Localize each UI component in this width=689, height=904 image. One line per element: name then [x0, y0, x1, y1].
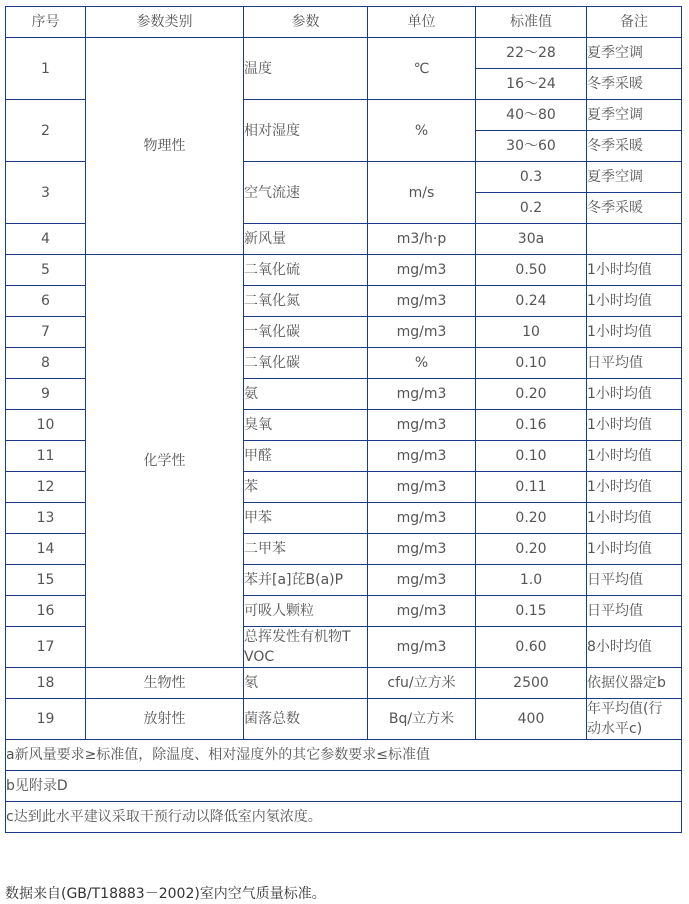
- row-value: 0.16: [476, 410, 587, 441]
- row-no: 7: [6, 317, 86, 348]
- row-param: 相对湿度: [244, 100, 368, 162]
- footnote-c: c达到此水平建议采取干预行动以降低室内氡浓度。: [6, 802, 682, 833]
- row-no: 19: [6, 699, 86, 740]
- row-value: 0.20: [476, 503, 587, 534]
- row-note: 8小时均值: [587, 627, 682, 668]
- row-note: 1小时均值: [587, 379, 682, 410]
- row-note: 1小时均值: [587, 503, 682, 534]
- row-no: 15: [6, 565, 86, 596]
- row-note: 冬季采暖: [587, 193, 682, 224]
- footnote-row: [6, 802, 682, 833]
- row-no: 2: [6, 100, 86, 162]
- row-param: 一氧化碳: [244, 317, 368, 348]
- row-param: 甲苯: [244, 503, 368, 534]
- row-no: 17: [6, 627, 86, 668]
- row-unit: m/s: [368, 162, 476, 224]
- row-value: 0.3: [476, 162, 587, 193]
- row-unit: mg/m3: [368, 410, 476, 441]
- row-param: 二氧化碳: [244, 348, 368, 379]
- row-note: 夏季空调: [587, 162, 682, 193]
- row-unit: mg/m3: [368, 441, 476, 472]
- row-param: 氡: [244, 668, 368, 699]
- row-param: 臭氧: [244, 410, 368, 441]
- row-value: 0.10: [476, 441, 587, 472]
- row-value: 2500: [476, 668, 587, 699]
- row-param: 可吸人颗粒: [244, 596, 368, 627]
- footnote-b: b见附录D: [6, 771, 682, 802]
- row-unit: mg/m3: [368, 565, 476, 596]
- row-value: 400: [476, 699, 587, 740]
- table-row: [6, 255, 682, 286]
- header-category: 参数类别: [86, 7, 244, 38]
- row-note: 1小时均值: [587, 441, 682, 472]
- row-value: 0.20: [476, 379, 587, 410]
- row-unit: mg/m3: [368, 503, 476, 534]
- row-no: 13: [6, 503, 86, 534]
- table-row: [6, 699, 682, 740]
- row-note: 1小时均值: [587, 472, 682, 503]
- row-value: 16～24: [476, 69, 587, 100]
- row-value: 22～28: [476, 38, 587, 69]
- row-no: 3: [6, 162, 86, 224]
- row-value: 1.0: [476, 565, 587, 596]
- air-quality-standard-table: [5, 6, 682, 833]
- footnote-a: a新风量要求≥标准值，除温度、相对湿度外的其它参数要求≤标准值: [6, 740, 682, 771]
- row-note: 冬季采暖: [587, 69, 682, 100]
- row-unit: %: [368, 100, 476, 162]
- row-value: 0.2: [476, 193, 587, 224]
- row-value: 30a: [476, 224, 587, 255]
- header-unit: 单位: [368, 7, 476, 38]
- category-biological: 生物性: [86, 668, 244, 699]
- source-caption: 数据来自(GB/T18883－2002)室内空气质量标准。: [5, 886, 326, 902]
- row-value: 0.24: [476, 286, 587, 317]
- row-unit: Bq/立方米: [368, 699, 476, 740]
- table-row: [6, 38, 682, 69]
- row-no: 9: [6, 379, 86, 410]
- row-no: 1: [6, 38, 86, 100]
- category-chemical: 化学性: [86, 255, 244, 668]
- category-radioactive: 放射性: [86, 699, 244, 740]
- row-param: 二氧化硫: [244, 255, 368, 286]
- row-value: 10: [476, 317, 587, 348]
- row-unit: mg/m3: [368, 286, 476, 317]
- row-value: 0.11: [476, 472, 587, 503]
- row-no: 4: [6, 224, 86, 255]
- row-note: [587, 224, 682, 255]
- row-note: 夏季空调: [587, 100, 682, 131]
- row-note: 夏季空调: [587, 38, 682, 69]
- row-value: 0.50: [476, 255, 587, 286]
- row-value: 0.60: [476, 627, 587, 668]
- footnote-row: [6, 771, 682, 802]
- footnote-row: [6, 740, 682, 771]
- row-note: [587, 699, 682, 740]
- row-note: 1小时均值: [587, 534, 682, 565]
- row-note: 1小时均值: [587, 255, 682, 286]
- row-no: 5: [6, 255, 86, 286]
- row-unit: mg/m3: [368, 596, 476, 627]
- row-no: 16: [6, 596, 86, 627]
- row-value: 30～60: [476, 131, 587, 162]
- header-note: 备注: [587, 7, 682, 38]
- row-note: 冬季采暖: [587, 131, 682, 162]
- row-note: 1小时均值: [587, 317, 682, 348]
- header-value: 标准值: [476, 7, 587, 38]
- row-unit: mg/m3: [368, 472, 476, 503]
- row-param: 苯: [244, 472, 368, 503]
- row-no: 14: [6, 534, 86, 565]
- row-note-line: 动水平c): [587, 721, 643, 737]
- row-param-line: 总挥发性有机物T: [244, 629, 351, 645]
- row-note: 依据仪器定b: [587, 668, 682, 699]
- row-value: 0.10: [476, 348, 587, 379]
- row-unit: mg/m3: [368, 317, 476, 348]
- row-unit: mg/m3: [368, 255, 476, 286]
- row-param: 二甲苯: [244, 534, 368, 565]
- row-value: 0.20: [476, 534, 587, 565]
- row-param: 二氧化氮: [244, 286, 368, 317]
- header-param: 参数: [244, 7, 368, 38]
- row-unit: mg/m3: [368, 379, 476, 410]
- row-value: 40～80: [476, 100, 587, 131]
- row-note-line: 年平均值(行: [587, 701, 663, 717]
- row-no: 6: [6, 286, 86, 317]
- row-param: 苯并[a]芘B(a)P: [244, 565, 368, 596]
- table-header-row: [6, 7, 682, 38]
- row-note: 1小时均值: [587, 410, 682, 441]
- row-unit: cfu/立方米: [368, 668, 476, 699]
- row-no: 10: [6, 410, 86, 441]
- row-param: 菌落总数: [244, 699, 368, 740]
- row-param: 氨: [244, 379, 368, 410]
- row-unit: mg/m3: [368, 627, 476, 668]
- row-unit: ℃: [368, 38, 476, 100]
- row-note: 1小时均值: [587, 286, 682, 317]
- row-no: 11: [6, 441, 86, 472]
- row-param: 甲醛: [244, 441, 368, 472]
- row-unit: mg/m3: [368, 534, 476, 565]
- row-no: 12: [6, 472, 86, 503]
- row-param: 温度: [244, 38, 368, 100]
- row-param: 新风量: [244, 224, 368, 255]
- row-note: 日平均值: [587, 596, 682, 627]
- row-param-line: VOC: [244, 649, 275, 665]
- row-unit: %: [368, 348, 476, 379]
- row-param: 空气流速: [244, 162, 368, 224]
- row-no: 18: [6, 668, 86, 699]
- row-note: 日平均值: [587, 348, 682, 379]
- row-value: 0.15: [476, 596, 587, 627]
- row-note: 日平均值: [587, 565, 682, 596]
- row-unit: m3/h·p: [368, 224, 476, 255]
- row-param: [244, 627, 368, 668]
- row-no: 8: [6, 348, 86, 379]
- table-row: [6, 668, 682, 699]
- header-no: 序号: [6, 7, 86, 38]
- category-physical: 物理性: [86, 38, 244, 255]
